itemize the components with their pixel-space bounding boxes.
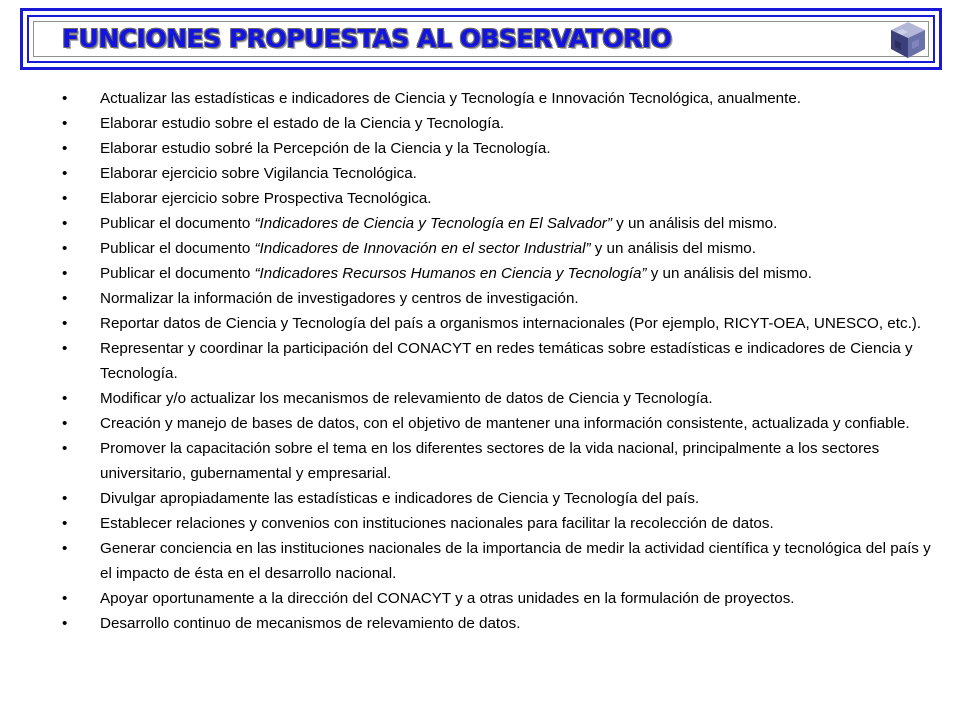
item-text: Establecer relaciones y convenios con instituciones nacionales para facilitar la recolección de datos. [100,515,774,532]
bullet-icon: • [62,140,68,157]
bullet-icon: • [62,215,68,232]
item-text: Generar conciencia en las instituciones nacionales de la importancia de medir la actividad científica y tecnológica del país y el impacto de ésta en el desarrollo nacional. [100,540,931,582]
list-item [0,386,960,411]
list-item [0,311,960,336]
bullet-icon: • [62,115,68,132]
functions-list [0,86,960,636]
bullet-icon: • [62,540,68,557]
item-text: Desarrollo continuo de mecanismos de relevamiento de datos. [100,615,521,632]
list-item [0,536,960,586]
list-item [0,411,960,436]
list-item [0,586,960,611]
bullet-icon: • [62,90,68,107]
document-title: “Indicadores de Ciencia y Tecnología en El Salvador” [254,215,612,232]
item-text: Elaborar ejercicio sobre Vigilancia Tecnológica. [100,165,417,182]
list-item [0,86,960,111]
bullet-icon: • [62,340,68,357]
list-item [0,211,960,236]
item-text: Modificar y/o actualizar los mecanismos de relevamiento de datos de Ciencia y Tecnología. [100,390,713,407]
page-title: FUNCIONES PROPUESTAS AL OBSERVATORIO [62,24,672,53]
bullet-icon: • [62,415,68,432]
list-item [0,186,960,211]
item-text: Elaborar estudio sobré la Percepción de la Ciencia y la Tecnología. [100,140,551,157]
bullet-icon: • [62,265,68,282]
list-item [0,111,960,136]
bullet-icon: • [62,590,68,607]
list-item [0,161,960,186]
item-text-prefix: Publicar el documento [100,265,255,282]
list-item [0,486,960,511]
bullet-icon: • [62,440,68,457]
list-item [0,136,960,161]
item-text: Apoyar oportunamente a la dirección del CONACYT y a otras unidades en la formulación de proyectos. [100,590,795,607]
item-text: Divulgar apropiadamente las estadísticas e indicadores de Ciencia y Tecnología del país. [100,490,700,507]
bullet-icon: • [62,515,68,532]
list-item [0,261,960,286]
item-text-prefix: Publicar el documento [100,215,255,232]
list-item [0,336,960,386]
bullet-icon: • [62,390,68,407]
list-item [0,611,960,636]
bullet-icon: • [62,315,68,332]
item-text-suffix: y un análisis del mismo. [590,240,756,257]
bullet-icon: • [62,165,68,182]
bullet-icon: • [62,190,68,207]
item-text: Elaborar ejercicio sobre Prospectiva Tecnológica. [100,190,432,207]
item-text: Reportar datos de Ciencia y Tecnología del país a organismos internacionales (Por ejemplo, RICYT-OEA, UNESCO, etc.). [100,315,922,332]
item-text: Normalizar la información de investigadores y centros de investigación. [100,290,579,307]
item-text: Creación y manejo de bases de datos, con el objetivo de mantener una información consistente, actualizada y confiable. [100,415,910,432]
cube-icon [888,20,928,60]
bullet-icon: • [62,290,68,307]
item-text-suffix: y un análisis del mismo. [611,215,778,232]
item-text: Actualizar las estadísticas e indicadores de Ciencia y Tecnología e Innovación Tecnológica, anualmente. [100,90,802,107]
bullet-icon: • [62,240,68,257]
list-item [0,286,960,311]
item-text: Elaborar estudio sobre el estado de la Ciencia y Tecnología. [100,115,505,132]
item-text: Representar y coordinar la participación del CONACYT en redes temáticas sobre estadísticas e indicadores de Ciencia y Tecnología. [100,340,913,382]
list-item [0,236,960,261]
document-title: “Indicadores Recursos Humanos en Ciencia y Tecnología” [254,265,647,282]
item-text: Promover la capacitación sobre el tema en los diferentes sectores de la vida nacional, principalmente a los sectores universitario, gubernamental y empresarial. [100,440,880,482]
document-title: “Indicadores de Innovación en el sector Industrial” [254,240,591,257]
list-item [0,511,960,536]
item-text-prefix: Publicar el documento [100,240,255,257]
list-item [0,436,960,486]
item-text-suffix: y un análisis del mismo. [646,265,812,282]
bullet-icon: • [62,490,68,507]
bullet-icon: • [62,615,68,632]
